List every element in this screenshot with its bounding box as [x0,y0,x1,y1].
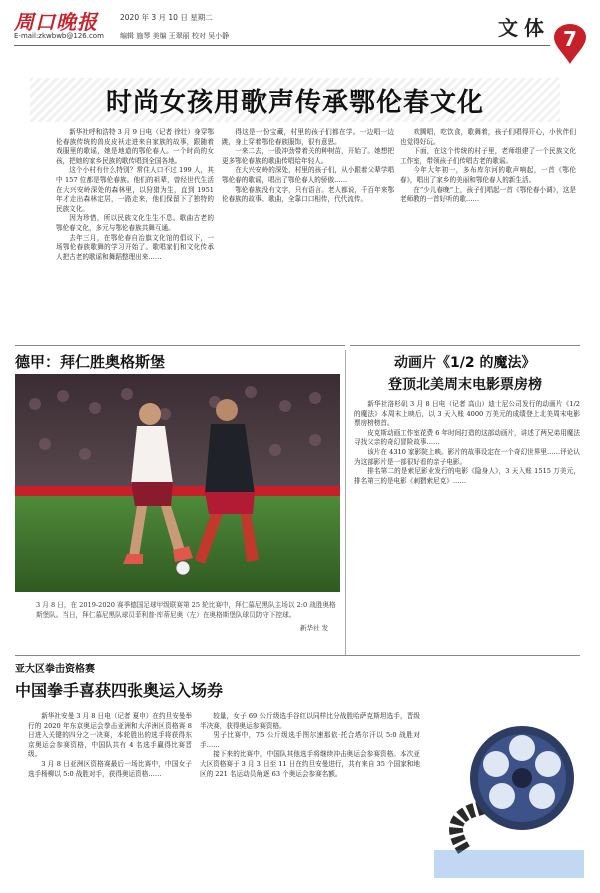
boxing-headline: 中国拳手喜获四张奥运入场券 [15,681,224,700]
paragraph: 新华社安曼 3 月 8 日电（记者 夏申）在约旦安曼举行的 2020 年东京奥运会拳击亚洲和大洋洲区资格赛 8 日进入关键的四分之一决赛，本轮胜出的选手将获得东京奥运会参赛资格，中国队共有 4 名选手赢得比赛晋级。 [28,712,192,759]
page-number: 7 [563,27,577,51]
paragraph: 较量，女子 69 公斤级选手谷红以同样比分战胜哈萨克斯坦选手，晋级半决赛，获得奥运参赛资格。 [200,712,420,730]
lead-story-column-2 [222,128,394,348]
masthead-rule [14,45,550,46]
section-divider [350,345,580,346]
editor-credits: 编辑 施琴 美编 王翠丽 校对 吴小静 [120,32,230,40]
paragraph: 排名第二的是索尼影业发行的电影《隐身人》，3 天入账 1515 万美元，排名第三的是电影《刺猬索尼克》…… [354,467,580,485]
lead-story-column-3 [400,128,576,340]
paragraph: 男子比赛中，75 公斤级选手图尔速那依·托合塔尔汗以 5:0 战胜对手…… [200,731,420,749]
photo-credit: 新华社 发 [300,624,329,632]
paragraph: 今年大年初一，多布库尔河的歌声响起，一首《鄂伦春》，唱出了家乡的美丽和鄂伦春人的新生活。 [400,166,576,184]
paragraph: 得这是一份宝藏，村里的孩子们都在学。一边唱一边跳，身上穿着鄂伦春族服饰，很有意思。 [222,128,394,146]
paragraph: 这个小村有什么特别？常住人口不过 199 人，其中 157 位都是鄂伦春族。他们的祖辈，曾经世代生活在大兴安岭深处的森林里，以狩猎为生，直到 1951 年才走出森林定居，一路走来，他们保留下了独特的民族文化。 [56,166,214,213]
paragraph: 接下来的比赛中，中国队其他选手将继续冲击奥运会参赛资格。本次亚大区资格赛于 3 月 3 日至 11 日在约旦安曼进行，共有来自 35 个国家和地区的 221 名运动员角逐 63 个奥运会参赛名额。 [200,750,420,778]
boxing-story-column-2 [200,712,420,884]
paragraph: 3 月 8 日亚洲区资格赛最后一场比赛中，中国女子选手杨柳以 5:0 战胜对手，获得奥运资格…… [28,759,192,778]
paragraph: 该片在 4310 家影院上映。影片的故事设定在一个奇幻世界里……评论认为这部影片是一部很好看的亲子电影。 [354,447,580,466]
section-title: 文体 [498,16,550,40]
match-photo [15,374,340,592]
paragraph: 一来二去，一股冲劲带着关的种树苗，开始了。她想把更多鄂伦春族的歌曲传唱给年轻人。 [222,147,394,165]
column-divider [345,350,346,655]
paragraph: 在大兴安岭的深处，村里的孩子们，从小跟着父辈学唱鄂伦春的歌谣，唱出了鄂伦春人的骄傲…… [222,166,394,184]
newspaper-logo: 周口晚报 [14,10,98,34]
paragraph: 鄂伦春族没有文字，只有语言。老人都说，千百年来鄂伦春族的故事、歌曲，全靠口口相传，代代流传。 [222,185,394,204]
paragraph: 新华社洛杉矶 3 月 8 日电（记者 高山）迪士尼公司发行的动画片《1/2 的魔法》本周末上映后，以 3 天入账 4000 万美元的成绩登上北美周末电影票房榜榜首。 [354,400,580,428]
lead-headline-band [30,78,560,122]
photo-caption: 3 月 8 日，在 2019-2020 赛季德国足球甲级联赛第 25 轮比赛中，拜仁慕尼黑队主场以 2:0 战胜奥格斯堡队。当日，拜仁慕尼黑队球员菲利普·库蒂尼奥（左）在奥格斯堡队球员防守下控球。 [36,601,336,619]
boxing-kicker: 亚大区拳击资格赛 [15,664,95,675]
lead-story-column-1 [56,128,214,348]
film-story-body [354,400,580,640]
paragraph: 新华社呼和浩特 3 月 9 日电（记者 徐壮）身穿鄂伦春族传统的兽皮皮袄走进来自家族的故事，跟随着戏服里的歌谣，她是地道的鄂伦春人。一个时尚的女孩，把她的家乡民族的歌传唱到全国各地。 [56,128,214,165]
boxing-story-column-1 [28,712,192,884]
page-badge-icon [554,24,586,64]
paragraph: 在“少儿春晚”上，孩子们唱起一首《鄂伦春小调》，这是老师教的一首好听的歌…… [400,185,576,204]
paragraph: 去年三月，在鄂伦春自治旗文化馆的倡议下，一场鄂伦春族歌舞的学习开始了。歌唱家们和文化传承人把古老的歌谣和舞蹈整理出来…… [56,233,214,261]
film-reel-icon [434,700,584,878]
film-headline-line-2: 登顶北美周末电影票房榜 [388,377,542,393]
masthead [0,0,600,64]
paragraph: 皮克斯动画工作室花费 6 年时间打造的这部动画片，讲述了两兄弟用魔法寻找父亲的奇幻冒险故事…… [354,428,580,447]
paragraph: 欢腾唱，吃饮食，歌舞着，孩子们唱得开心，小伙伴们也觉得好玩。 [400,128,576,146]
match-photo-illustration [15,374,340,592]
lead-headline: 时尚女孩用歌声传承鄂伦春文化 [105,88,484,118]
paragraph: 因为珍惜，所以民族文化生生不息。歌曲古老的鄂伦春文化，多元与鄂伦春族共舞互通。 [56,214,214,232]
contact-email: E-mail:zkwbwb@126.com [14,32,104,40]
issue-date: 2020 年 3 月 10 日 星期二 [120,13,213,22]
section-divider [15,655,580,656]
paragraph: 下面，在这个传统的村子里，老师组建了一个民族文化工作室，带领孩子们传唱古老的歌谣。 [400,147,576,165]
sports-headline: 德甲：拜仁胜奥格斯堡 [15,353,166,371]
film-headline-line-1: 动画片《1/2 的魔法》 [394,355,536,371]
section-divider [15,345,345,346]
